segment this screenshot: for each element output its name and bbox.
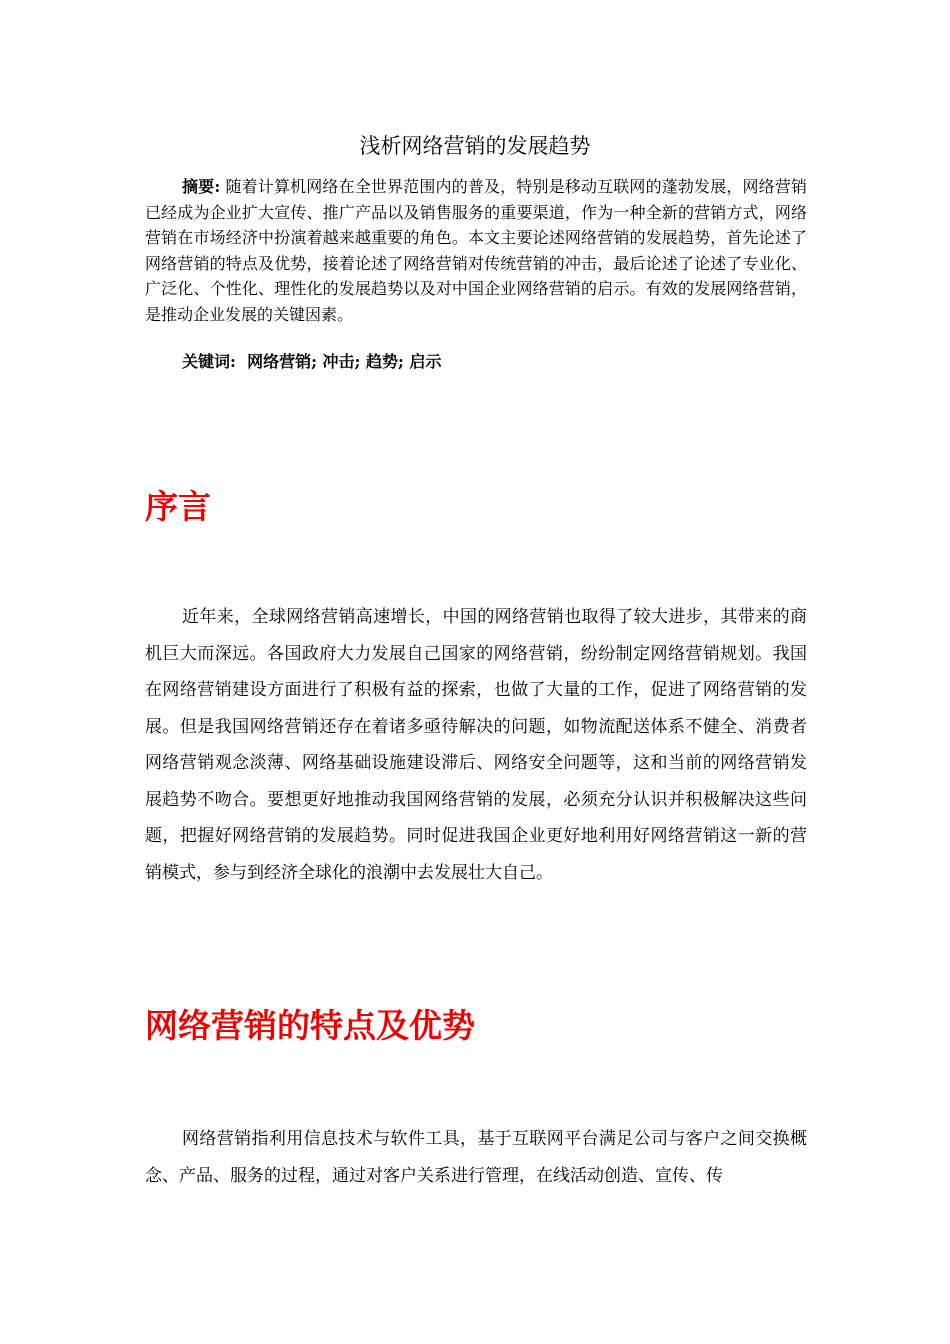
features-paragraph: 网络营销指利用信息技术与软件工具，基于互联网平台满足公司与客户之间交换概念、产品、服务的过程，通过对客户关系进行管理，在线活动创造、宣传、传 — [145, 1129, 807, 1186]
preface-paragraph: 近年来，全球网络营销高速增长，中国的网络营销也取得了较大进步，其带来的商机巨大而深远。各国政府大力发展自己国家的网络营销，纷纷制定网络营销规划。我国在网络营销建设方面进行了积极有益的探索，也做了大量的工作，促进了网络营销的发展。但是我国网络营销还存在着诸多亟待解决的问题，如物流配送体系不健全、消费者网络营销观念淡薄、网络基础设施建设滞后、网络安全问题等，这和当前的网络营销发展趋势不吻合。要想更好地推动我国网络营销的发展，必须充分认识并积极解决这些问题，把握好网络营销的发展趋势。同时促进我国企业更好地利用好网络营销这一新的营销模式，参与到经济全球化的浪潮中去发展壮大自己。 — [145, 607, 807, 883]
keywords-label: 关键词: — [182, 352, 236, 371]
abstract-text: 随着计算机网络在全世界范围内的普及，特别是移动互联网的蓬勃发展，网络营销已经成为企业扩大宣传、推广产品以及销售服务的重要渠道，作为一种全新的营销方式，网络营销在市场经济中扮演着越来越重要的角色。本文主要论述网络营销的发展趋势，首先论述了网络营销的特点及优势，接着论述了网络营销对传统营销的冲击，最后论述了论述了专业化、广泛化、个性化、理性化的发展趋势以及对中国企业网络营销的启示。有效的发展网络营销，是推动企业发展的关键因素。 — [145, 177, 807, 324]
section-heading-preface: 序言 — [145, 487, 211, 526]
paper-title: 浅析网络营销的发展趋势 — [359, 134, 591, 158]
section-heading-features: 网络营销的特点及优势 — [145, 1006, 475, 1045]
abstract-paragraph — [145, 174, 807, 327]
keywords-line — [182, 349, 802, 374]
keywords-text: 网络营销; 冲击; 趋势; 启示 — [247, 352, 442, 371]
abstract-label: 摘要: — [182, 177, 221, 196]
